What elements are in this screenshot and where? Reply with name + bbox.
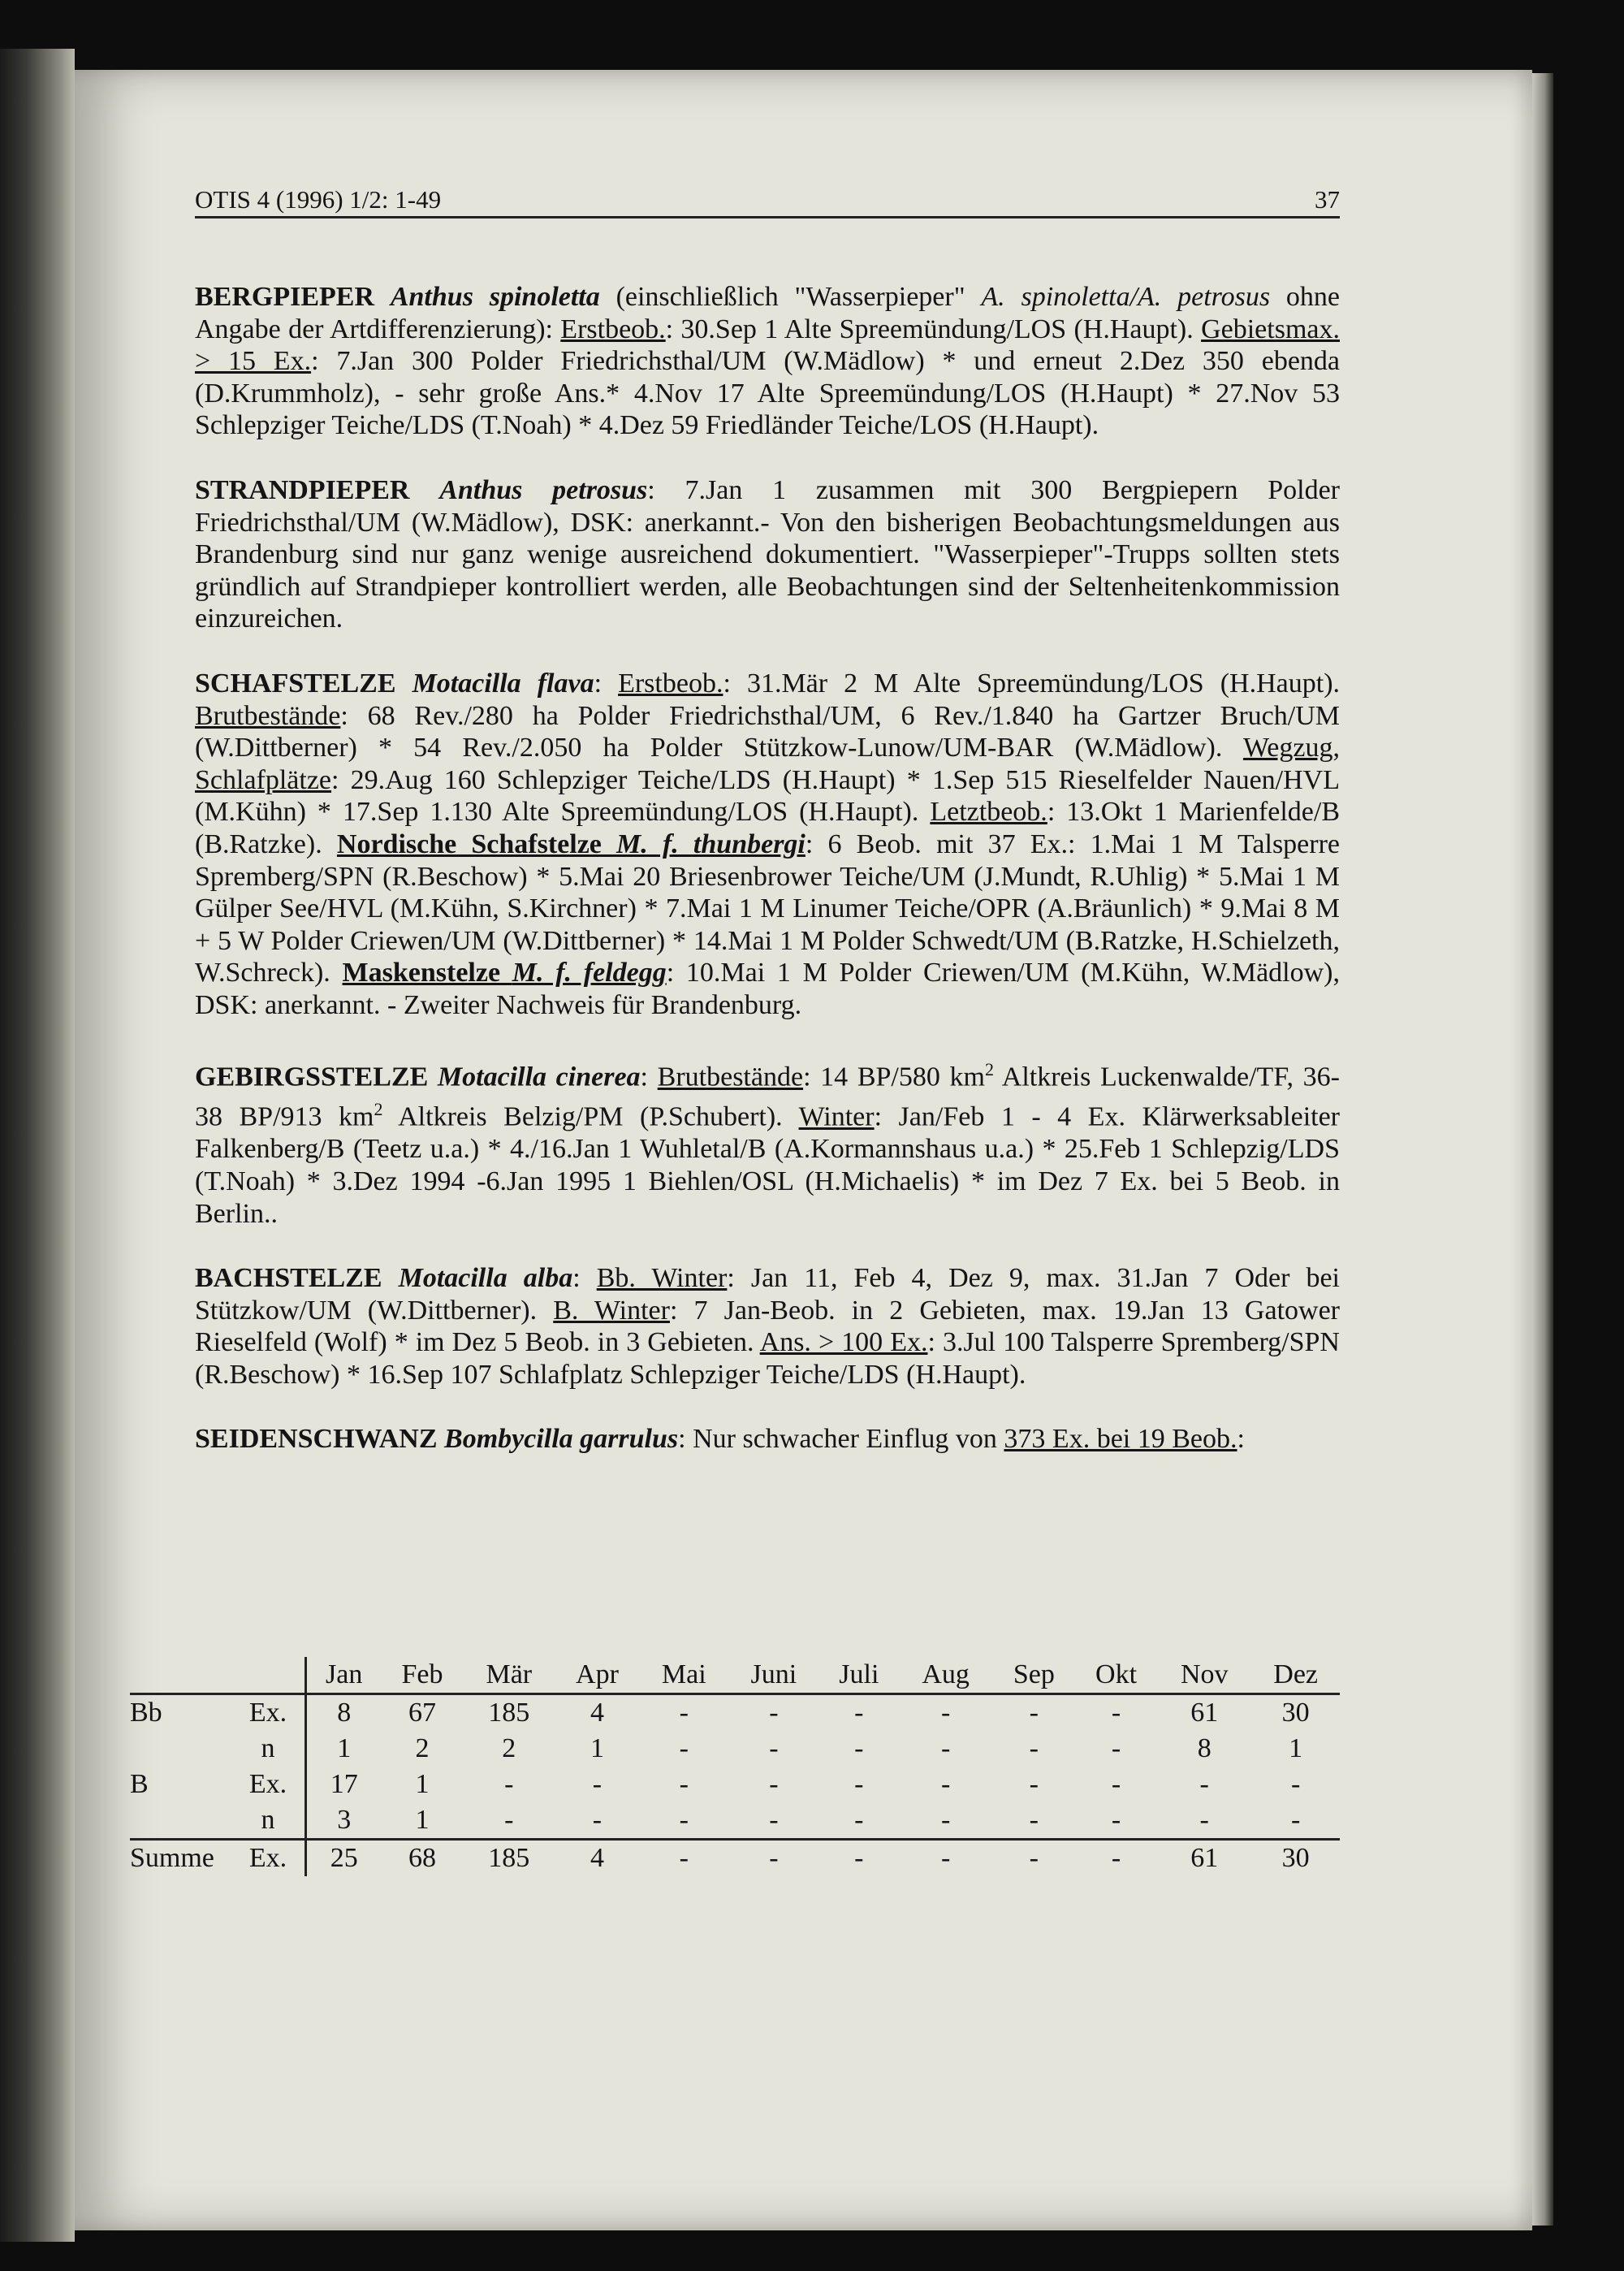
table-cell: - — [679, 1698, 689, 1728]
schafstelze-segment: Motacilla flava — [412, 668, 594, 699]
bergpieper-segment: Anthus spinoletta — [390, 282, 600, 312]
gebirgsstelze-segment: : 14 BP/580 km — [803, 1062, 985, 1092]
bergpieper-segment: : 30.Sep 1 Alte Spreemündung/LOS (H.Haupt). — [665, 314, 1202, 344]
bachstelze-segment: Motacilla alba — [398, 1263, 573, 1294]
table-cell: - — [679, 1769, 689, 1799]
table-cell: 61 — [1190, 1843, 1219, 1873]
bachstelze-segment: BACHSTELZE — [195, 1263, 399, 1294]
table-cell: - — [592, 1769, 603, 1799]
running-header — [195, 185, 1340, 218]
schafstelze-segment: M. f. thunbergi — [616, 828, 806, 859]
paragraph-bachstelze — [195, 1262, 1340, 1391]
gebirgsstelze-segment: 2 — [984, 1059, 994, 1080]
table-cell: 4 — [590, 1698, 604, 1728]
table-cell: 2 — [502, 1733, 516, 1763]
page-edge — [1532, 73, 1553, 2226]
table-cell: - — [854, 1769, 864, 1799]
table-cell: - — [640, 1802, 728, 1840]
month-header: Mai — [640, 1657, 728, 1694]
table-cell: - — [769, 1698, 779, 1728]
gebirgsstelze-segment: Winter — [798, 1101, 875, 1132]
table-cell: - — [728, 1802, 819, 1840]
table-corner — [130, 1657, 231, 1694]
bergpieper-segment: Gebietsmax. > 15 Ex. — [195, 314, 1340, 377]
seidenschwanz-segment: SEIDENSCHWANZ — [195, 1424, 445, 1455]
table-cell: 1 — [381, 1802, 463, 1840]
table-cell: - — [1111, 1769, 1121, 1799]
bachstelze-segment: : 3.Jul 100 Talsperre Spremberg/SPN (R.Beschow) * 16.Sep 107 Schlafplatz Schlepziger Teiche/LDS (H.Haupt). — [195, 1327, 1340, 1390]
table-body — [130, 1694, 1340, 1877]
schafstelze-segment: Wegzug, Schlafplätze — [195, 733, 1340, 795]
table-cell: - — [1029, 1843, 1039, 1873]
table-cell: 1 — [1289, 1733, 1303, 1763]
bachstelze-segment: Ans. > 100 Ex. — [759, 1327, 928, 1358]
schafstelze-segment: Brutbestände — [195, 700, 341, 731]
seidenschwanz-segment: : — [1237, 1424, 1245, 1455]
schafstelze-segment: : 31.Mär 2 M Alte Spreemündung/LOS (H.Haupt). — [723, 668, 1341, 699]
paragraph-schafstelze — [195, 668, 1340, 1022]
table-cell: - — [769, 1733, 779, 1763]
table-cell: - — [1029, 1733, 1039, 1763]
bachstelze-segment: B. Winter — [553, 1295, 670, 1326]
table-cell: 185 — [488, 1843, 530, 1873]
paragraph-gebirgsstelze — [195, 1053, 1340, 1230]
bergpieper-segment: Erstbeob. — [560, 314, 666, 344]
table-row — [130, 1767, 1340, 1802]
row-region: Bb — [130, 1698, 162, 1728]
row-region: Summe — [130, 1843, 214, 1873]
row-measure: n — [231, 1802, 306, 1840]
month-header: Juli — [819, 1657, 898, 1694]
month-header: Feb — [381, 1657, 463, 1694]
table-cell: - — [854, 1733, 864, 1763]
table-cell: - — [1111, 1733, 1121, 1763]
row-region — [130, 1731, 231, 1767]
schafstelze-segment: : 10.Mai 1 M Polder Criewen/UM (M.Kühn, W.Mädlow), DSK: anerkannt. - Zweiter Nachweis für Brandenburg. — [195, 958, 1340, 1020]
table-cell: 2 — [415, 1733, 430, 1763]
table-cell: 8 — [306, 1694, 382, 1732]
strandpieper-segment: : 7.Jan 1 zusammen mit 300 Bergpiepern Polder Friedrichsthal/UM (W.Mädlow), DSK: anerkannt.- Von den bisherigen Beobachtungsmeldungen aus Brandenburg sind nur ganz wenige ausreichend dokumentiert. "Wasserpieper"-Trupps sollten stets gründlich auf Strandpieper kontrolliert werden, alle Beobachtungen sind der Seltenheitenkommission einzureichen. — [195, 474, 1341, 634]
gebirgsstelze-segment: Brutbestände — [657, 1062, 804, 1092]
schafstelze-segment: M. f. feldegg — [512, 958, 667, 988]
gebirgsstelze-segment: Altkreis Belzig/PM (P.Schubert). — [382, 1101, 799, 1132]
row-measure: Ex. — [248, 1843, 287, 1873]
bachstelze-segment: Bb. Winter — [596, 1263, 728, 1294]
table-cell: 67 — [408, 1698, 436, 1728]
table-cell: - — [464, 1802, 555, 1840]
article-body — [195, 281, 1340, 1488]
table-cell: 8 — [1197, 1733, 1212, 1763]
bergpieper-segment: : 7.Jan 300 Polder Friedrichsthal/UM (W.Mädlow) * und erneut 2.Dez 350 ebenda (D.Krummholz), - sehr große Ans.* 4.Nov 17 Alte Spreemündung/LOS (H.Haupt) * 27.Nov 53 Schlepziger Teiche/LDS (T.Noah) * 4.Dez 59 Friedländer Teiche/LOS (H.Haupt). — [195, 346, 1340, 441]
table-cell: 1 — [415, 1769, 430, 1799]
schafstelze-segment: : — [594, 668, 619, 699]
month-header: Jan — [306, 1657, 382, 1694]
table-cell: - — [679, 1733, 689, 1763]
bergpieper-segment: ohne Angabe der Artdifferenzierung): — [195, 282, 1340, 344]
month-header: Juni — [728, 1657, 819, 1694]
row-measure: Ex. — [248, 1698, 287, 1728]
schafstelze-segment: : 13.Okt 1 Marienfelde/B (B.Ratzke). — [195, 797, 1340, 859]
row-region — [130, 1802, 231, 1840]
schafstelze-segment: Maskenstelze — [342, 958, 512, 988]
gebirgsstelze-segment: 2 — [374, 1099, 383, 1120]
table-cell: - — [555, 1802, 640, 1840]
row-measure: n — [261, 1733, 275, 1763]
gebirgsstelze-segment: : Jan/Feb 1 - 4 Ex. Klärwerksableiter Falkenberg/B (Teetz u.a.) * 4./16.Jan 1 Wuhletal/B (A.Kormannshaus u.a.) * 25.Feb 1 Schlepzig/LDS (T.Noah) * 3.Dez 1994 -6.Jan 1995 1 Biehlen/OSL (H.Michaelis) * im Dez 7 Ex. bei 5 Beob. in Berlin.. — [195, 1101, 1340, 1229]
table-cell: 30 — [1281, 1843, 1310, 1873]
seidenschwanz-segment: : Nur schwacher Einflug von — [678, 1424, 1004, 1455]
bachstelze-segment: : 7 Jan-Beob. in 2 Gebieten, max. 19.Jan 13 Gatower Rieselfeld (Wolf) * im Dez 5 Beob. in 3 Gebieten. — [195, 1295, 1340, 1358]
journal-citation: OTIS 4 (1996) 1/2: 1-49 — [195, 185, 442, 214]
table-cell: 1 — [306, 1731, 382, 1767]
table-cell: 25 — [306, 1840, 382, 1877]
table-cell: 1 — [590, 1733, 604, 1763]
row-region: B — [130, 1769, 149, 1799]
table-cell: - — [993, 1802, 1075, 1840]
table-header-row — [130, 1657, 1340, 1694]
table-cell: - — [1029, 1698, 1039, 1728]
strandpieper-segment: STRANDPIEPER — [195, 474, 440, 505]
table-cell: - — [769, 1769, 779, 1799]
month-header: Nov — [1157, 1657, 1251, 1694]
table-cell: 3 — [306, 1802, 382, 1840]
month-header: Mär — [464, 1657, 555, 1694]
bergpieper-segment: A. spinoletta/A. petrosus — [981, 282, 1271, 312]
bachstelze-segment: : Jan 11, Feb 4, Dez 9, max. 31.Jan 7 Oder bei Stützkow/UM (W.Dittberner). — [195, 1263, 1341, 1326]
schafstelze-segment: : 68 Rev./280 ha Polder Friedrichsthal/UM, 6 Rev./1.840 ha Gartzer Bruch/UM (W.Dittberner) * 54 Rev./2.050 ha Polder Stützkow-Lunow/UM-BAR (W.Mädlow). — [195, 700, 1340, 763]
table-cell: - — [1199, 1769, 1209, 1799]
table-row — [130, 1840, 1340, 1877]
table-row — [130, 1694, 1340, 1732]
gebirgsstelze-segment: Motacilla cinerea — [437, 1062, 641, 1092]
table-cell: - — [854, 1843, 864, 1873]
table-cell: - — [940, 1843, 951, 1873]
row-measure: Ex. — [248, 1769, 287, 1799]
month-header: Apr — [555, 1657, 640, 1694]
book-spine-shadow — [0, 49, 75, 2242]
table-cell: - — [819, 1802, 898, 1840]
table-cell: - — [504, 1769, 514, 1799]
table-cell: - — [1290, 1769, 1301, 1799]
table-cell: 17 — [306, 1767, 382, 1802]
schafstelze-segment: Nordische Schafstelze — [336, 828, 617, 859]
table-cell: - — [1029, 1769, 1039, 1799]
schafstelze-segment: SCHAFSTELZE — [195, 668, 412, 699]
gebirgsstelze-segment: GEBIRGSSTELZE — [195, 1062, 438, 1092]
table-cell: 185 — [488, 1698, 530, 1728]
strandpieper-segment: Anthus petrosus — [439, 474, 648, 505]
table-cell: - — [1111, 1698, 1121, 1728]
schafstelze-segment: Letztbeob. — [930, 797, 1047, 828]
paragraph-seidenschwanz — [195, 1423, 1340, 1456]
schafstelze-segment: : 29.Aug 160 Schlepziger Teiche/LDS (H.Haupt) * 1.Sep 515 Rieselfelder Nauen/HVL (M.Kühn) * 17.Sep 1.130 Alte Spreemündung/LOS (H.Haupt). — [195, 764, 1340, 828]
table-cell: 30 — [1281, 1698, 1310, 1728]
table-cell: - — [940, 1733, 951, 1763]
table-cell: - — [854, 1698, 864, 1728]
table-cell: - — [769, 1843, 779, 1873]
table-cell: - — [940, 1698, 951, 1728]
table-cell: - — [679, 1843, 689, 1873]
schafstelze-segment: : 6 Beob. mit 37 Ex.: 1.Mai 1 M Talsperre Spremberg/SPN (R.Beschow) * 5.Mai 20 Briesenbrower Teiche/UM (J.Mundt, R.Uhlig) * 5.Mai 1 M Gülper See/HVL (M.Kühn, S.Kirchner) * 7.Mai 1 M Linumer Teiche/OPR (A.Bräunlich) * 9.Mai 8 M + 5 W Polder Criewen/UM (W.Dittberner) * 14.Mai 1 M Polder Schwedt/UM (B.Ratzke, H.Schielzeth, W.Schreck). — [195, 828, 1340, 988]
month-header: Sep — [993, 1657, 1075, 1694]
table-cell: - — [1157, 1802, 1251, 1840]
table-corner — [231, 1657, 306, 1694]
table-cell: - — [940, 1769, 951, 1799]
bergpieper-segment: (einschließlich "Wasserpieper" — [599, 282, 982, 312]
seidenschwanz-segment: 373 Ex. bei 19 Beob. — [1004, 1424, 1237, 1455]
gebirgsstelze-segment: : — [640, 1062, 658, 1092]
table-cell: 68 — [408, 1843, 436, 1873]
table-cell: 61 — [1190, 1698, 1219, 1728]
table-row — [130, 1731, 1340, 1767]
table-cell: - — [899, 1802, 993, 1840]
bergpieper-segment: BERGPIEPER — [195, 282, 391, 312]
seidenschwanz-segment: Bombycilla garrulus — [444, 1424, 679, 1455]
paragraph-strandpieper — [195, 474, 1340, 635]
gebirgsstelze-segment: Altkreis Luckenwalde/TF, 36-38 BP/913 km — [195, 1062, 1340, 1132]
table-cell: - — [1075, 1802, 1157, 1840]
paragraph-bergpieper — [195, 281, 1340, 442]
table-row — [130, 1802, 1340, 1840]
page-number: 37 — [1315, 185, 1340, 214]
month-header: Aug — [899, 1657, 993, 1694]
schafstelze-segment: Erstbeob. — [618, 668, 723, 699]
seidenschwanz-table — [130, 1657, 1340, 1876]
month-header: Dez — [1251, 1657, 1340, 1694]
bachstelze-segment: : — [572, 1263, 597, 1294]
table-cell: - — [1251, 1802, 1340, 1840]
table-cell: - — [1111, 1843, 1121, 1873]
table-cell: 4 — [590, 1843, 604, 1873]
month-header: Okt — [1075, 1657, 1157, 1694]
